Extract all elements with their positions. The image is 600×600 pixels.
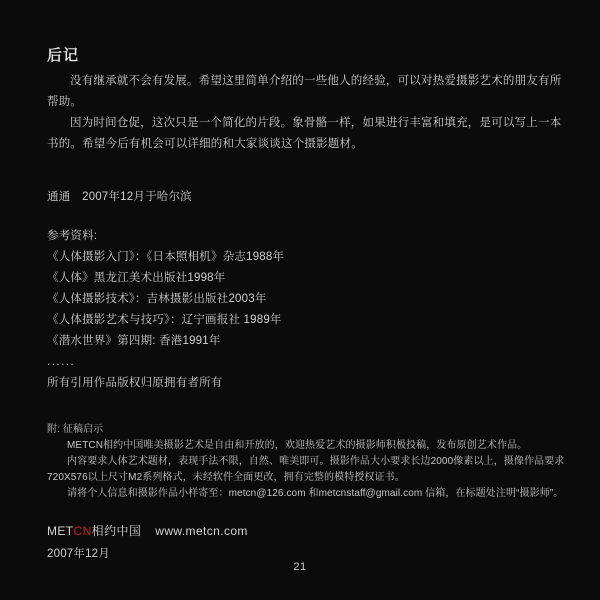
- afterword-paragraph-1: 没有继承就不会有发展。希望这里简单介绍的一些他人的经验，可以对热爱摄影艺术的朋友有所帮助。: [47, 75, 562, 108]
- notice-heading: 附: 征稿启示: [47, 424, 104, 435]
- reference-item-3: 《人体摄影技术》：吉林摄影出版社2003年: [47, 293, 267, 305]
- brand-suffix-text: 相约中国: [91, 524, 142, 538]
- notice-line-3: 请将个人信息和摄影作品小样寄至：metcn@126.com 和metcnstaff@gmail.com 信箱，在标题处注明“摄影师”。: [67, 488, 564, 499]
- notice-line-1: METCN相约中国唯美摄影艺术是自由和开放的，欢迎热爱艺术的摄影师积极投稿，发布原创艺术作品。: [67, 440, 528, 451]
- page-content: [47, 44, 568, 565]
- brand-met-text: MET: [47, 524, 74, 538]
- submission-notice-section: [47, 422, 568, 502]
- references-section: [47, 226, 568, 394]
- notice-line-2: 内容要求人体艺术题材，表现手法不限，自然、唯美即可。摄影作品大小要求长边2000像素以上，摄像作品要求720X576以上尺寸M2系列格式，未经软件全面更改，拥有完整的模特授权证书。: [47, 456, 565, 483]
- afterword-paragraph-2: 因为时间仓促，这次只是一个简化的片段。象骨骼一样，如果进行丰富和填充，是可以写上一本书的。希望今后有机会可以详细的和大家谈谈这个摄影题材。: [47, 117, 562, 150]
- ellipsis-line: ......: [47, 356, 76, 368]
- reference-item-5: 《潜水世界》第四期: 香港1991年: [47, 335, 221, 347]
- website-url: www.metcn.com: [155, 524, 248, 538]
- brand-line: [47, 522, 568, 540]
- references-heading: 参考资料:: [47, 230, 98, 242]
- reference-item-1: 《人体摄影入门》：《日本照相机》杂志1988年: [47, 251, 285, 263]
- reference-item-2: 《人体》黑龙江美术出版社1998年: [47, 272, 226, 284]
- page-title: 后记: [47, 47, 80, 64]
- page-number: 21: [293, 561, 307, 573]
- date-line: 2007年12月: [47, 548, 110, 560]
- author-signature: 通通 2007年12月于哈尔滨: [47, 191, 192, 203]
- reference-item-4: 《人体摄影艺术与技巧》：辽宁画报社 1989年: [47, 314, 282, 326]
- brand-cn-text: CN: [73, 524, 92, 538]
- copyright-note: 所有引用作品版权归原拥有者所有: [47, 377, 223, 389]
